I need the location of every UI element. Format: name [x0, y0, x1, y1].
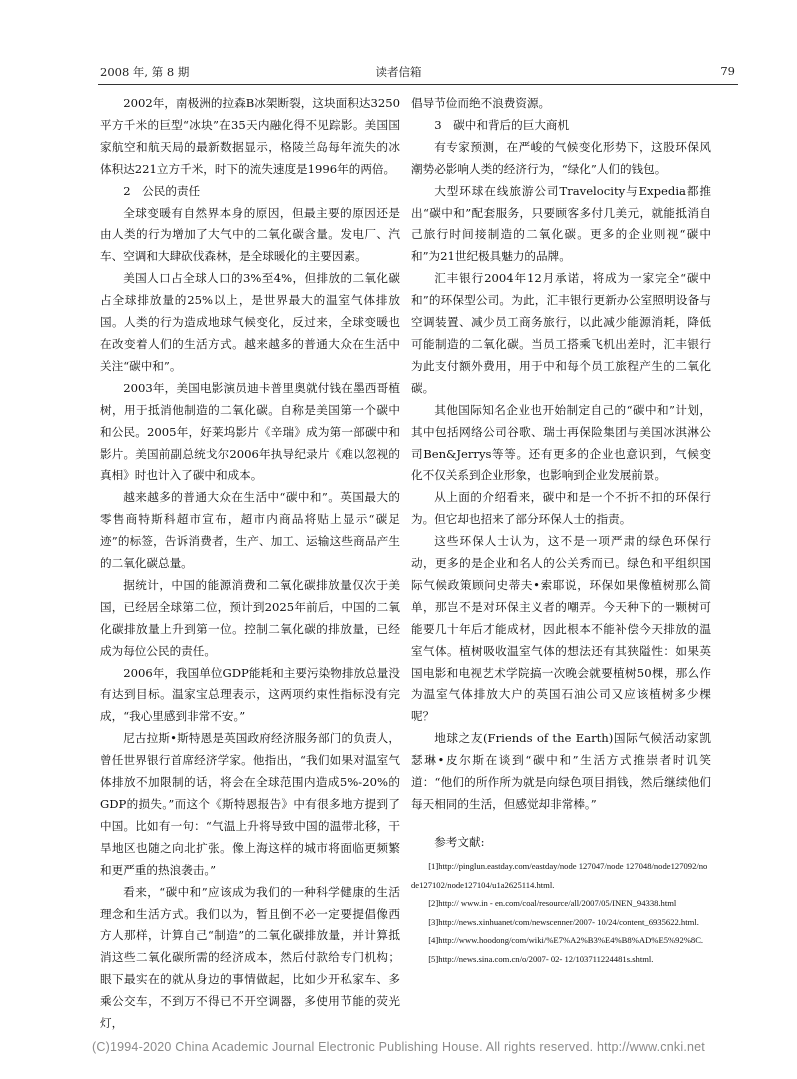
paragraph: 看来，“碳中和”应该成为我们的一种科学健康的生活理念和生活方式。我们以为，暂且倒不必一定要提倡像西方人那样，计算自己“制造”的二氧化碳排放量，并计算抵消这些二氧化碳所需的经济成本，然后付款给专门机构；眼下最实在的就从身边的事情做起，比如少开私家车、多乘公交车，不到万不得已不开空调器，多使用节能的荧光灯， — [100, 884, 400, 1031]
paragraph: 2002年，南极洲的拉森B冰架断裂，这块面积达3250平方千米的巨型“冰块”在35天内融化得不见踪影。美国国家航空和航天局的最新数据显示，格陵兰岛每年流失的冰体积达221立方千米，时下的流失速度是1996年的两倍。 — [100, 96, 400, 176]
reference-item: [4]http://www.hoodong/com/wiki/%E7%A2%B3%E4%B8%AD%E5%92%8C. — [428, 935, 704, 946]
paragraph: 据统计，中国的能源消费和二氧化碳排放量仅次于美国，已经居全球第二位，预计到2025年前后，中国的二氧化碳排放量上升到第一位。控制二氧化碳的排放量，已经成为每位公民的责任。 — [100, 577, 400, 658]
paragraph: 其他国际知名企业也开始制定自己的“碳中和”计划，其中包括网络公司谷歌、瑞士再保险集团与美国冰淇淋公司Ben&Jerrys等等。还有更多的企业也意识到，气候变化不仅关系到企业形象，也影响到企业发展前景。 — [411, 402, 711, 483]
running-header-section: 读者信箱 — [375, 65, 422, 79]
section-heading: 2 公民的责任 — [123, 183, 201, 198]
paragraph: 越来越多的普通大众在生活中“碳中和”。英国最大的零售商特斯科超市宣布，超市内商品将贴上显示“碳足迹”的标签，告诉消费者，生产、加工、运输这些商品产生的二氧化碳总量。 — [100, 490, 400, 571]
running-header-issue: 2008 年, 第 8 期 — [100, 65, 190, 79]
paragraph: 2003年，美国电影演员迪卡普里奥就付钱在墨西哥植树，用于抵消他制造的二氧化碳。自称是美国第一个碳中和公民。2005年，好莱坞影片《辛瑞》成为第一部碳中和影片。美国前副总统戈尔2006年执导纪录片《难以忽视的真相》时也计入了碳中和成本。 — [100, 380, 400, 483]
paragraph: 有专家预测，在严峻的气候变化形势下，这股环保风潮势必影响人类的经济行为，“绿化”人们的钱包。 — [411, 139, 711, 176]
references-title: 参考文献: — [434, 834, 485, 849]
paragraph: 大型环球在线旅游公司Travelocity与Expedia都推出“碳中和”配套服务，只要顾客多付几美元，就能抵消自己旅行时间接制造的二氧化碳。更多的企业则视“碳中和”为21世纪极具魅力的品牌。 — [411, 183, 711, 264]
right-column — [411, 93, 711, 968]
paragraph: 2006年，我国单位GDP能耗和主要污染物排放总量没有达到目标。温家宝总理表示，这两项约束性指标没有完成，“我心里感到非常不安。” — [100, 665, 400, 724]
section-heading: 3 碳中和背后的巨大商机 — [434, 117, 570, 132]
reference-item: [5]http://news.sina.com.cn/o/2007- 02- 12/103711224481s.shtml. — [428, 953, 654, 964]
paragraph: 尼古拉斯•斯特恩是英国政府经济服务部门的负责人，曾任世界银行首席经济学家。他指出，“我们如果对温室气体排放不加限制的话，将会在全球范围内造成5%-20%的GDP的损失。”而这个《斯特恩报告》中有很多地方提到了中国。比如有一句：“气温上升将导致中国的温带北移，干旱地区也随之向北扩张。像上海这样的城市将面临更频繁和更严重的热浪袭击。” — [100, 731, 400, 877]
reference-item: [3]http://news.xinhuanet/com/newscenner/2007- 10/24/content_6935622.html. — [428, 916, 699, 927]
left-column — [100, 93, 400, 1035]
paragraph: 这些环保人士认为，这不是一项严肃的绿色环保行动，更多的是企业和名人的公关秀而已。绿色和平组织国际气候政策顾问史蒂夫•索耶说，环保如果像植树那么简单，那岂不是对环保主义者的嘲弄。今天种下的一颗树可能要几十年后才能成材，因此根本不能补偿今天排放的温室气体。植树吸收温室气体的想法还有其狭隘性：如果英国电影和电视艺术学院搞一次晚会就要植树50棵，那么作为温室气体排放大户的英国石油公司又应该植树多少棵呢？ — [411, 534, 711, 724]
paragraph-continuation: 倡导节俭而绝不浪费资源。 — [411, 96, 551, 110]
paragraph: 地球之友(Friends of the Earth)国际气候活动家凯瑟琳•皮尔斯在谈到“碳中和”生活方式推崇者时讥笑道：“他们的所作所为就是向绿色项目捐钱，然后继续他们每天相同的生活，但感觉却非常棒。” — [411, 731, 711, 811]
paragraph: 全球变暖有自然界本身的原因，但最主要的原因还是由人类的行为增加了大气中的二氧化碳含量。发电厂、汽车、空调和大肆砍伐森林，是全球暖化的主要因素。 — [100, 205, 400, 264]
header-rule — [98, 84, 738, 85]
paragraph: 美国人口占全球人口的3%至4%，但排放的二氧化碳占全球排放量的25%以上，是世界最大的温室气体排放国。人类的行为造成地球气候变化，反过来，全球变暖也在改变着人们的生活方式。越来越多的普通大众在生活中关注“碳中和”。 — [100, 271, 400, 373]
reference-item: [2]http:// www.in - en.com/coal/resource/all/2007/05/INEN_94338.html — [428, 898, 677, 909]
copyright-footer: (C)1994-2020 China Academic Journal Electronic Publishing House. All rights reserved. http://www.cnki.net — [92, 1040, 705, 1054]
reference-item: [1]http://pinglun.eastday.com/eastday/node 127047/node 127048/node127092/node127102/node127104/u1a2625114.html. — [411, 860, 708, 890]
paragraph: 汇丰银行2004年12月承诺，将成为一家完全“碳中和”的环保型公司。为此，汇丰银行更新办公室照明设备与空调装置、减少员工商务旅行，以此减少能源消耗，降低可能制造的二氧化碳。当员工搭乘飞机出差时，汇丰银行为此支付额外费用，用于中和每个员工旅程产生的二氧化碳。 — [411, 271, 711, 395]
paragraph: 从上面的介绍看来，碳中和是一个不折不扣的环保行为。但它却也招来了部分环保人士的指责。 — [411, 490, 711, 527]
page-number: 79 — [720, 64, 735, 78]
